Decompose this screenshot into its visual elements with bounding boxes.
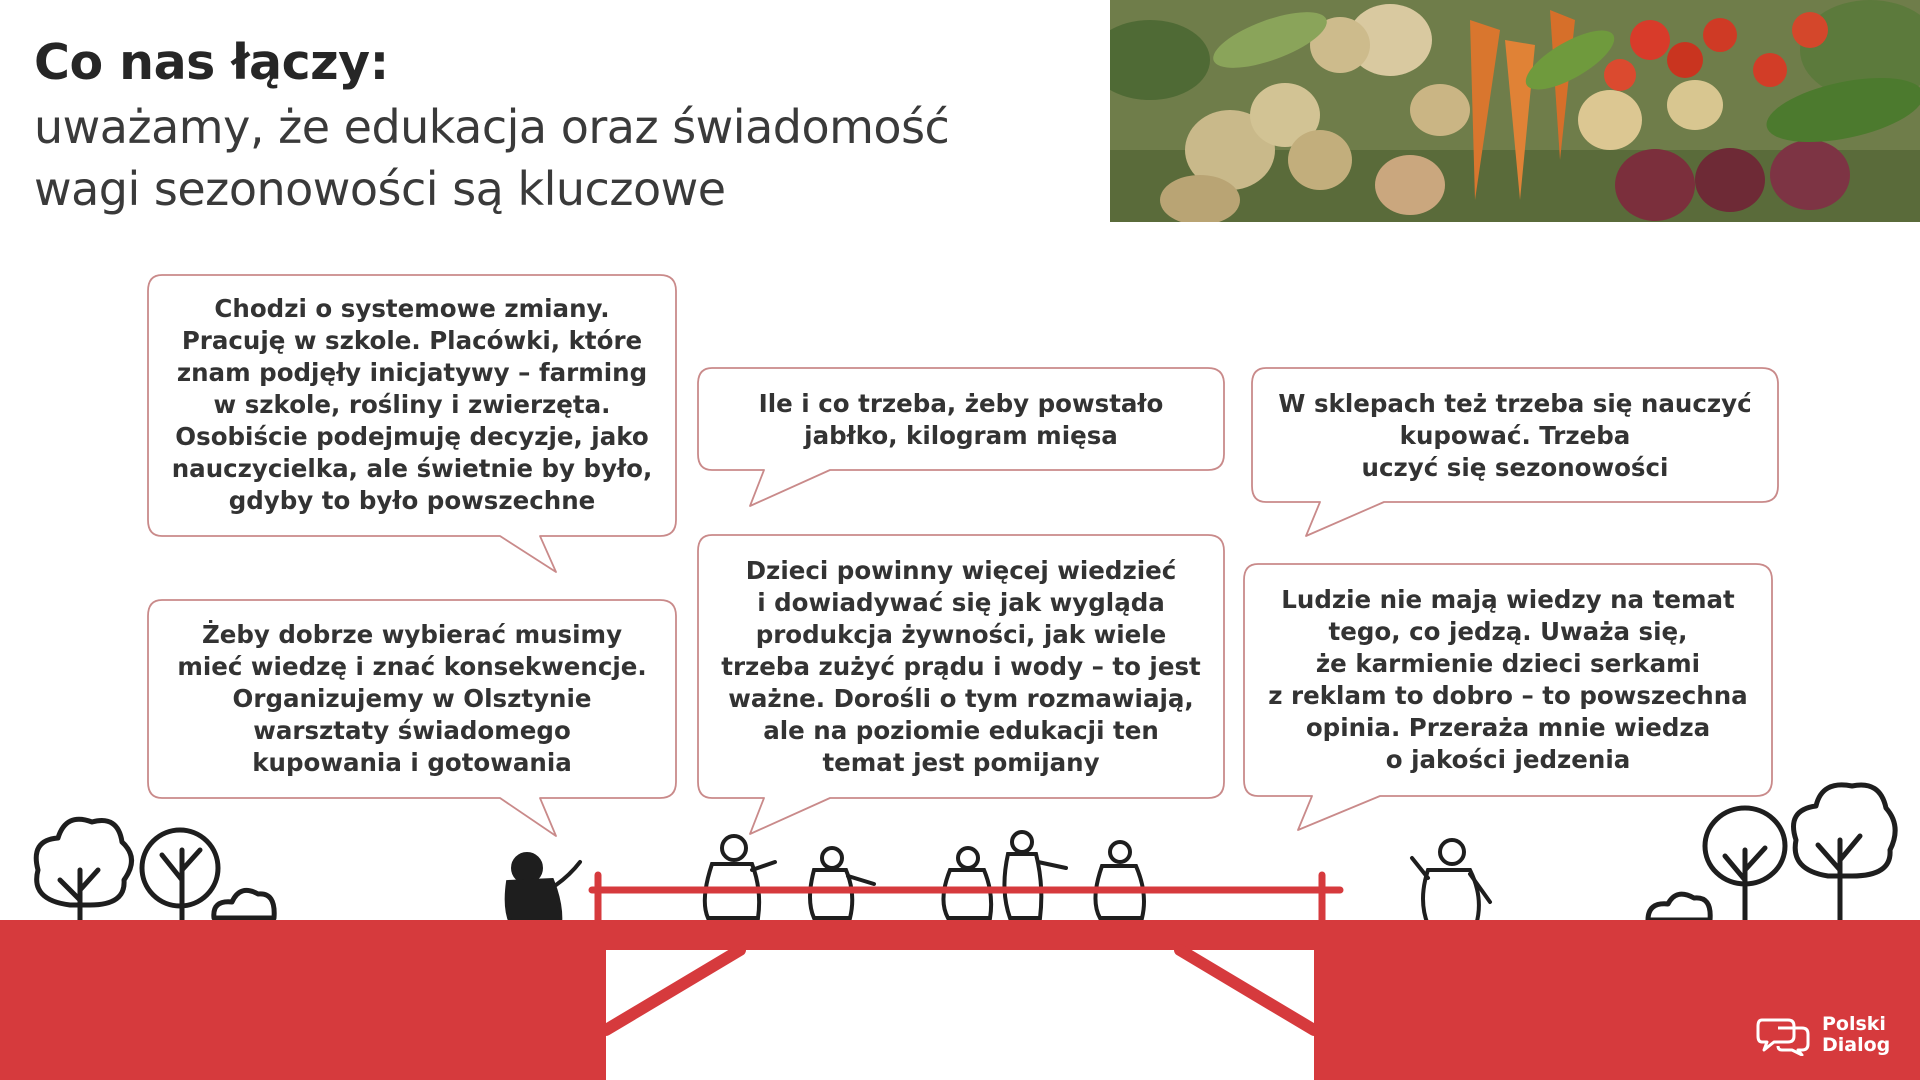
- speech-bubble-1-text: Chodzi o systemowe zmiany. Pracuję w szkole. Placówki, które znam podjęły inicjatywy – farming w szkole, rośliny i zwierzęta. Osobiście podejmuję decyzje, jako nauczycielka, ale świetnie by było, gdyby to było powszechne: [171, 294, 653, 515]
- bush-icon-left: [214, 890, 274, 918]
- speech-bubble-3-text: W sklepach też trzeba się nauczyć kupować. Trzeba uczyć się sezonowości: [1278, 389, 1752, 482]
- tree-icon-right-2: [1794, 785, 1896, 935]
- red-ground: [0, 920, 1920, 1080]
- bridge-strut-left: [606, 950, 740, 1030]
- speech-bubble-5-text: Dzieci powinny więcej wiedzieć i dowiadywać się jak wygląda produkcja żywności, jak wiele trzeba zużyć prądu i wody – to jest ważne. Dorośli o tym rozmawiają, ale na poziomie edukacji ten temat jest pomijany: [721, 556, 1201, 777]
- bush-icon-right: [1648, 894, 1710, 920]
- logo-line-2: Dialog: [1822, 1034, 1891, 1056]
- speech-bubbles-icon: [1756, 1014, 1810, 1056]
- speech-bubble-6-text: Ludzie nie mają wiedzy na temat tego, co jedzą. Uważa się, że karmienie dzieci serkami z reklam to dobro – to powszechna opinia. Przeraża mnie wiedza o jakości jedzenia: [1268, 585, 1748, 774]
- page-title: Co nas łączy:: [34, 34, 389, 91]
- subtitle-line-2: wagi sezonowości są kluczowe: [34, 162, 726, 216]
- bridge-strut-right: [1180, 950, 1314, 1030]
- speech-bubble-4-text: Żeby dobrze wybierać musimy mieć wiedzę i znać konsekwencje. Organizujemy w Olsztynie warsztaty świadomego kupowania i gotowania: [177, 620, 647, 777]
- polski-dialog-logo: [1756, 1014, 1890, 1056]
- subtitle-line-1: uważamy, że edukacja oraz świadomość: [34, 100, 950, 154]
- tree-icon-right-1: [1705, 808, 1785, 932]
- tree-icon-left-2: [142, 830, 218, 930]
- logo-line-1: Polski: [1822, 1013, 1886, 1035]
- speech-bubble-2-text: Ile i co trzeba, żeby powstało jabłko, kilogram mięsa: [758, 389, 1164, 450]
